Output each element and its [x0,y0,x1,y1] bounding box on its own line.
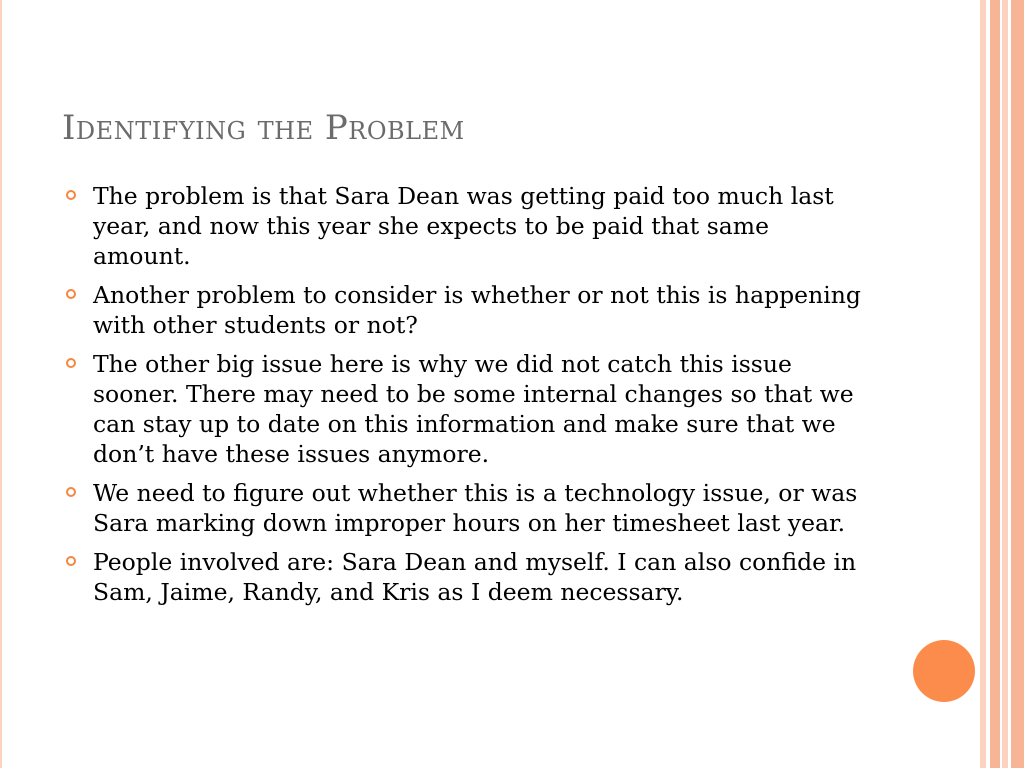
slide-title: Identifying the Problem [62,108,465,148]
stripe-3 [1002,0,1008,768]
bullet-text: Another problem to consider is whether or not this is happening with other students or not? [93,281,861,339]
bullet-item [62,280,862,340]
bullet-item [62,547,862,607]
bullet-list [62,181,862,607]
stripe-4 [1011,0,1024,768]
orange-circle-decoration [913,640,975,702]
ring-bullet-icon [66,289,76,299]
bullet-item [62,349,862,469]
slide-content [62,181,862,616]
bullet-item [62,181,862,271]
stripe-1 [980,0,986,768]
bullet-text: People involved are: Sara Dean and myself. I can also confide in Sam, Jaime, Randy, and Kris as I deem necessary. [93,548,857,606]
ring-bullet-icon [66,190,76,200]
bullet-item [62,478,862,538]
ring-bullet-icon [66,487,76,497]
ring-bullet-icon [66,358,76,368]
bullet-text: We need to figure out whether this is a technology issue, or was Sara marking down improper hours on her timesheet last year. [93,479,858,537]
bullet-text: The other big issue here is why we did not catch this issue sooner. There may need to be some internal changes so that we can stay up to date on this information and make sure that we don’t have these issues anymore. [93,350,854,468]
ring-bullet-icon [66,556,76,566]
stripe-2 [990,0,1000,768]
bullet-text: The problem is that Sara Dean was getting paid too much last year, and now this year she expects to be paid that same amount. [93,182,834,270]
left-border-decoration [0,0,2,768]
right-stripes-decoration [980,0,1024,768]
